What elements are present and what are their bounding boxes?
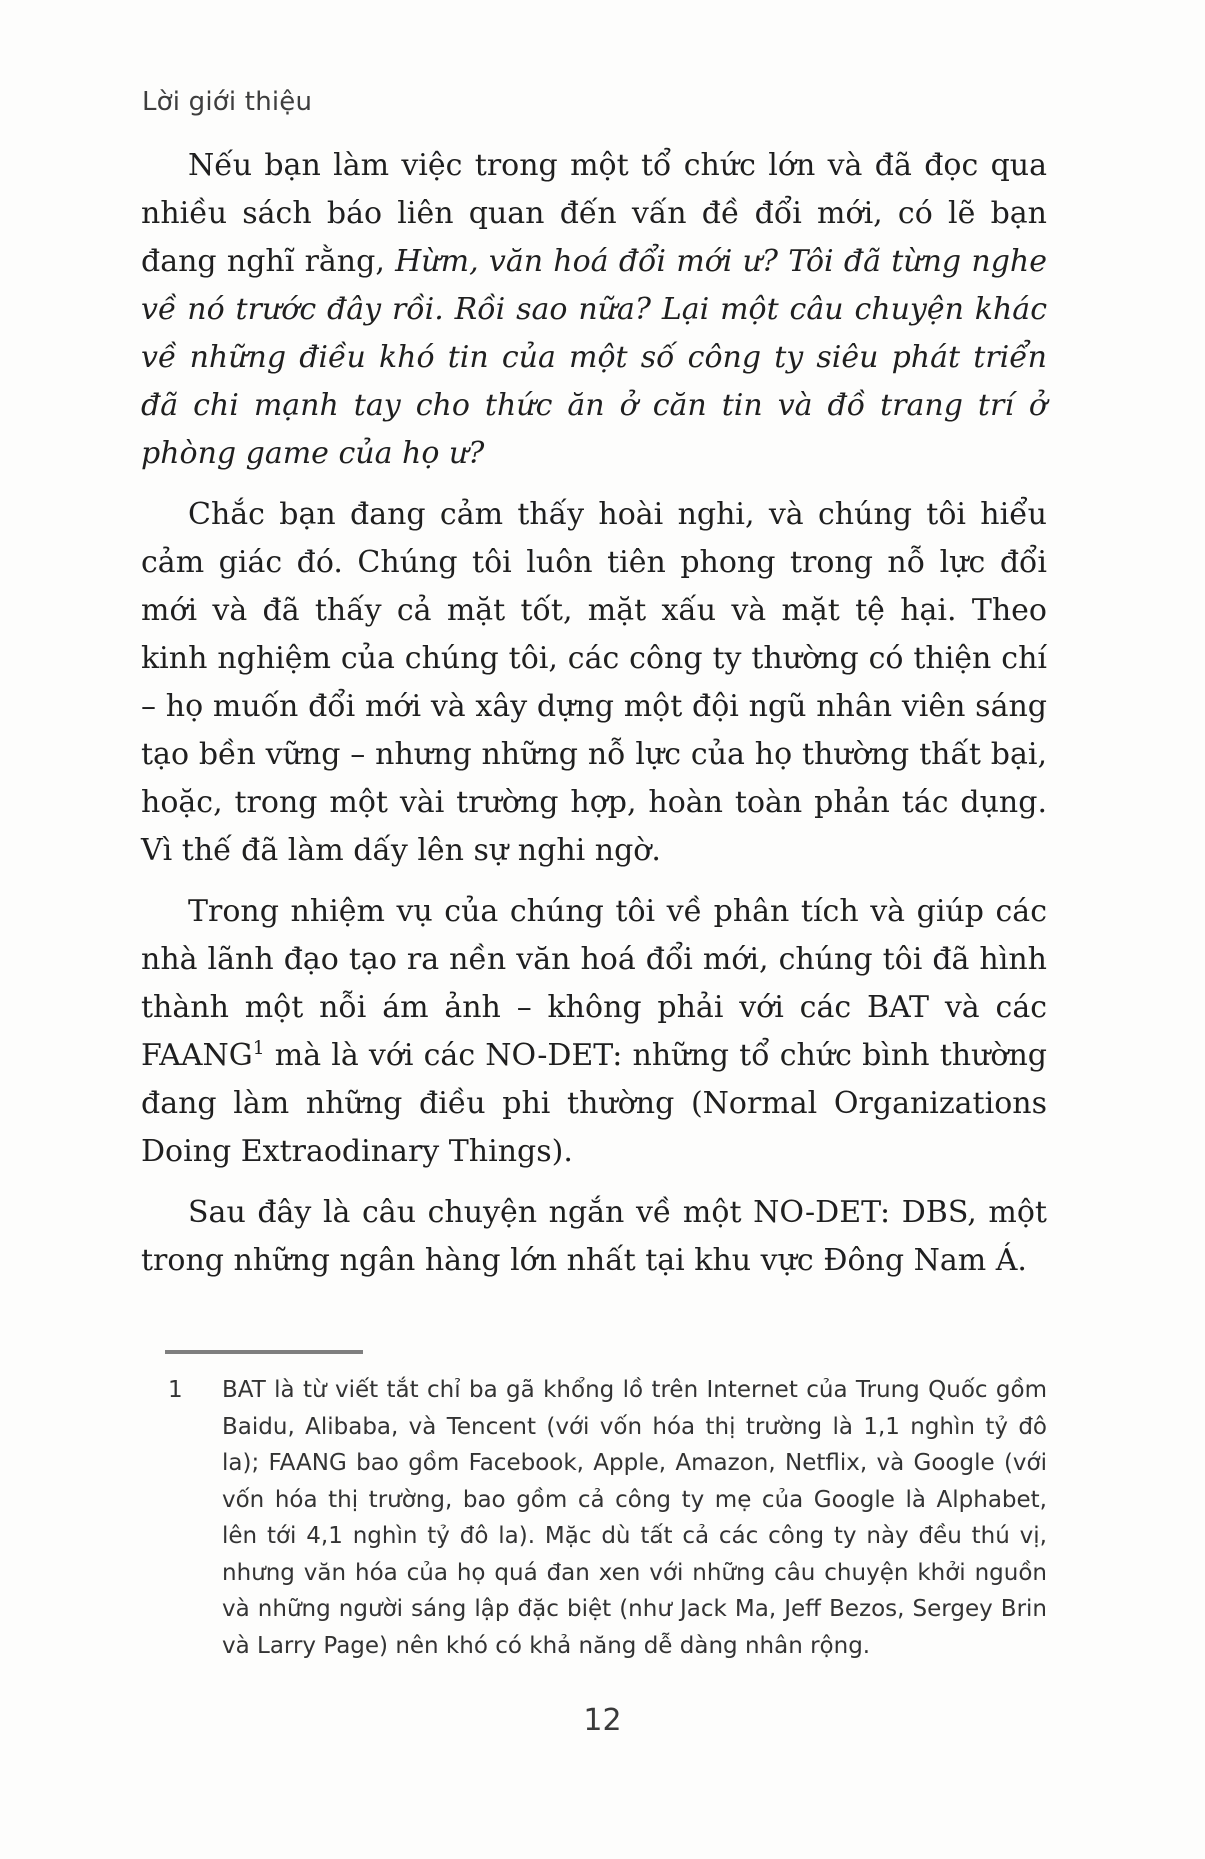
page-number: 12 <box>583 1703 622 1738</box>
paragraph-3-text-after-ref: mà là với các NO-DET: những tổ chức bình thường đang làm những điều phi thường (Normal Organizations Doing Extraodinary Things). <box>141 1038 1047 1169</box>
footnote-reference: 1 <box>252 1038 265 1059</box>
paragraph-4: Sau đây là câu chuyện ngắn về một NO-DET: DBS, một trong những ngân hàng lớn nhất tại khu vực Đông Nam Á. <box>141 1195 1047 1278</box>
paragraph-1-normal-text: Nếu bạn làm việc trong một tổ chức lớn và đã đọc qua nhiều sách báo liên quan đến vấn đề đổi mới, có lẽ bạn đang nghĩ rằng, <box>141 148 1047 279</box>
running-header: Lời giới thiệu <box>142 87 313 117</box>
footnote-divider <box>165 1350 363 1354</box>
footnote <box>141 1372 1047 1664</box>
footnote-text: BAT là từ viết tắt chỉ ba gã khổng lồ trên Internet của Trung Quốc gồm Baidu, Alibaba, và Tencent (với vốn hóa thị trường là 1,1 nghìn tỷ đô la); FAANG bao gồm Facebook, Apple, Amazon, Netflix, và Google (với vốn hóa thị trường, bao gồm cả công ty mẹ của Google là Alphabet, lên tới 4,1 nghìn tỷ đô la). Mặc dù tất cả các công ty này đều thú vị, nhưng văn hóa của họ quá đan xen với những câu chuyện khởi nguồn và những người sáng lập đặc biệt (như Jack Ma, Jeff Bezos, Sergey Brin và Larry Page) nên khó có khả năng dễ dàng nhân rộng. <box>222 1377 1047 1659</box>
footnote-marker: 1 <box>168 1377 183 1403</box>
paragraph-3-text-before-ref: Trong nhiệm vụ của chúng tôi về phân tích và giúp các nhà lãnh đạo tạo ra nền văn hoá đổi mới, chúng tôi đã hình thành một nỗi ám ảnh – không phải với các BAT và các FAANG <box>141 894 1047 1073</box>
paragraph-3 <box>141 888 1047 1176</box>
paragraph-2: Chắc bạn đang cảm thấy hoài nghi, và chúng tôi hiểu cảm giác đó. Chúng tôi luôn tiên phong trong nỗ lực đổi mới và đã thấy cả mặt tốt, mặt xấu và mặt tệ hại. Theo kinh nghiệm của chúng tôi, các công ty thường có thiện chí – họ muốn đổi mới và xây dựng một đội ngũ nhân viên sáng tạo bền vững – nhưng những nỗ lực của họ thường thất bại, hoặc, trong một vài trường hợp, hoàn toàn phản tác dụng. Vì thế đã làm dấy lên sự nghi ngờ. <box>141 497 1047 868</box>
paragraph-1 <box>141 142 1047 478</box>
body-text-column <box>141 142 1047 1285</box>
paragraph-1-italic-text: Hừm, văn hoá đổi mới ư? Tôi đã từng nghe về nó trước đây rồi. Rồi sao nữa? Lại một câu chuyện khác về những điều khó tin của một số công ty siêu phát triển đã chi mạnh tay cho thức ăn ở căn tin và đồ trang trí ở phòng game của họ ư? <box>141 244 1047 471</box>
